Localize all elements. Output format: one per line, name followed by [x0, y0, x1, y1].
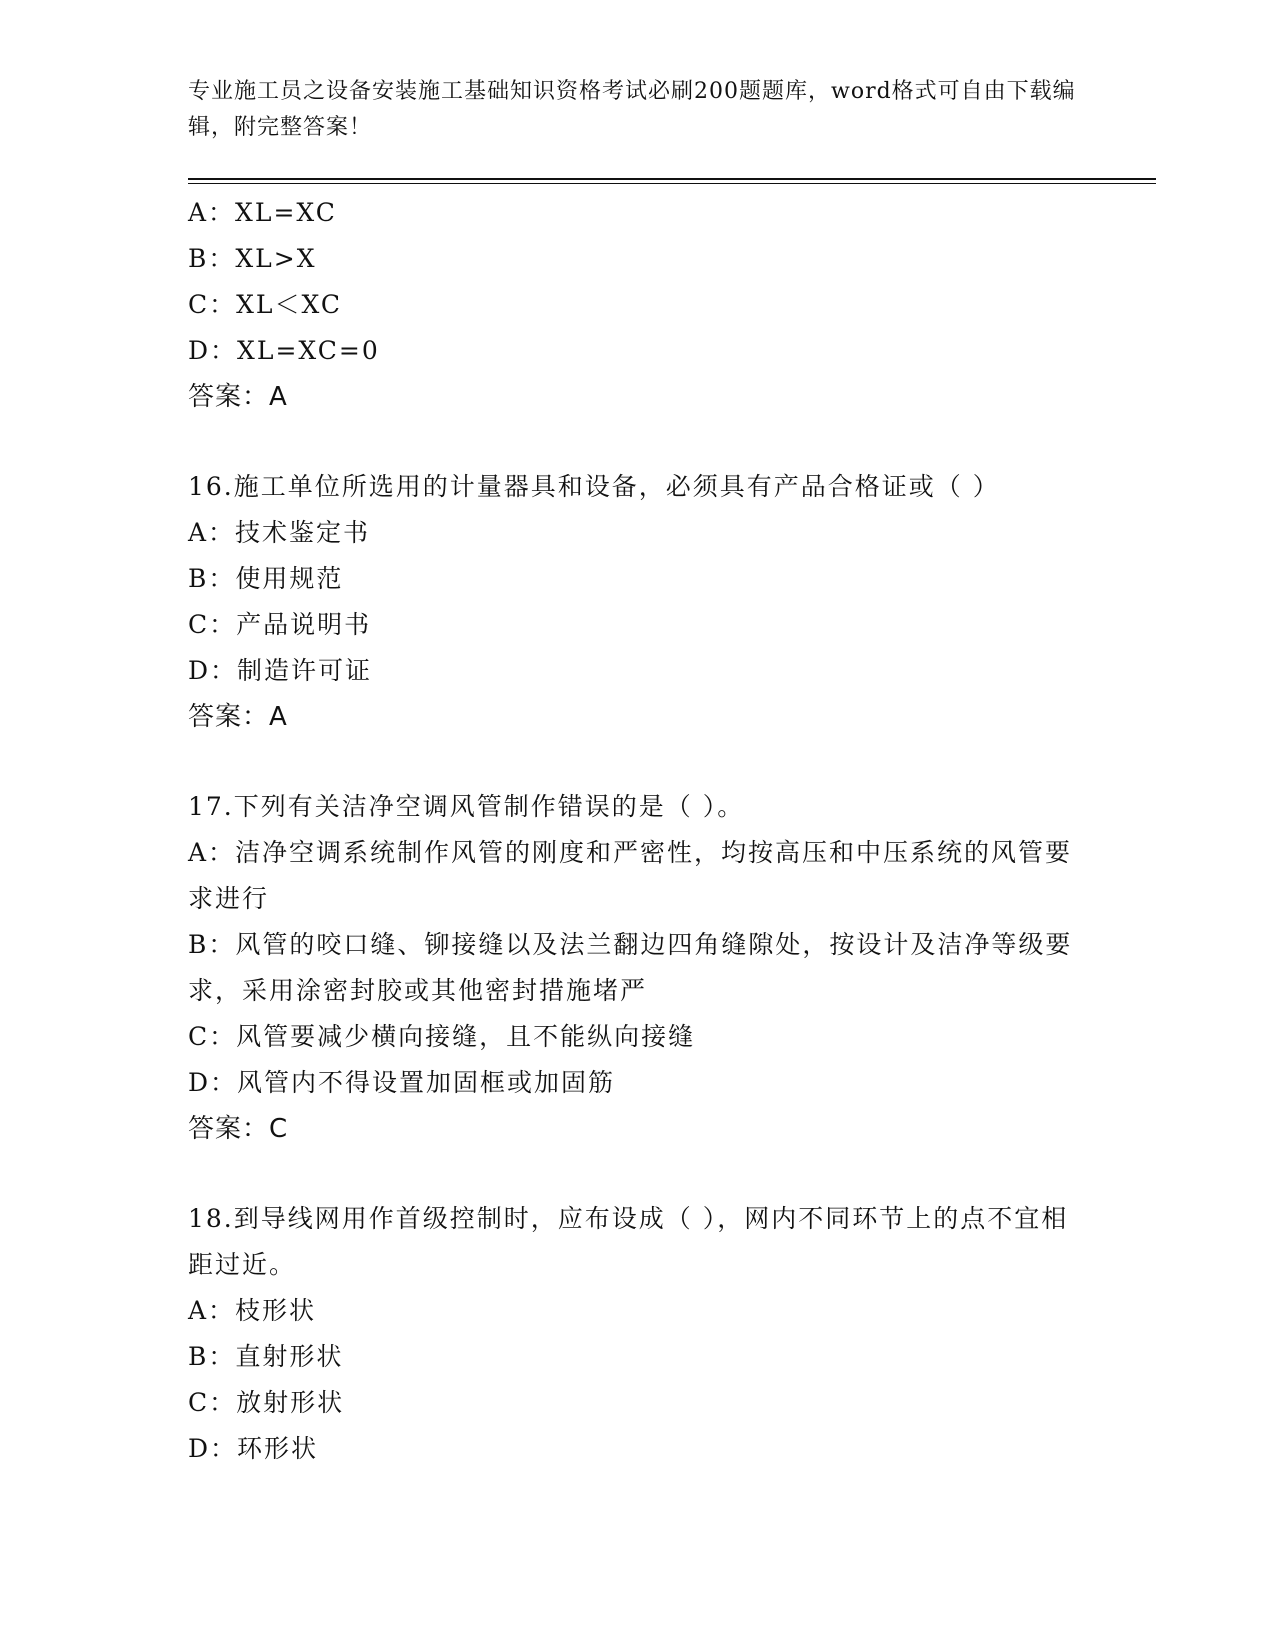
option-a: A：XL=XC [188, 198, 337, 227]
option-d: D：环形状 [188, 1434, 319, 1463]
option-c: C：放射形状 [188, 1388, 345, 1417]
question-18 [188, 1196, 1088, 1472]
option-c: C：风管要减少横向接缝，且不能纵向接缝 [188, 1022, 696, 1051]
option-a: A：技术鉴定书 [188, 518, 371, 547]
question-16 [188, 464, 1088, 740]
header-divider-thick [188, 178, 1156, 180]
answer: 答案：C [188, 1114, 289, 1144]
document-header: 专业施工员之设备安装施工基础知识资格考试必刷200题题库，word格式可自由下载编辑，附完整答案！ [188, 79, 1076, 140]
question-stem: 16.施工单位所选用的计量器具和设备，必须具有产品合格证或（ ） [188, 472, 1000, 501]
option-a: A：枝形状 [188, 1296, 317, 1325]
question-15 [188, 190, 1088, 420]
option-d: D：制造许可证 [188, 656, 373, 685]
option-a: A：洁净空调系统制作风管的刚度和严密性，均按高压和中压系统的风管要求进行 [188, 838, 1073, 913]
header-divider-thin [188, 183, 1156, 184]
answer: 答案：A [188, 702, 288, 732]
option-d: D：风管内不得设置加固框或加固筋 [188, 1068, 616, 1097]
option-b: B：直射形状 [188, 1342, 344, 1371]
option-c: C：产品说明书 [188, 610, 372, 639]
option-b: B：XL>X [188, 244, 317, 273]
question-stem: 17.下列有关洁净空调风管制作错误的是（ ）。 [188, 792, 745, 821]
option-b: B：使用规范 [188, 564, 344, 593]
option-c: C：XL＜XC [188, 290, 343, 319]
option-d: D：XL=XC=0 [188, 336, 380, 365]
question-list [188, 190, 1088, 1472]
option-b: B：风管的咬口缝、铆接缝以及法兰翻边四角缝隙处，按设计及洁净等级要求，采用涂密封胶或其他密封措施堵严 [188, 930, 1073, 1005]
answer: 答案：A [188, 382, 288, 412]
question-stem: 18.到导线网用作首级控制时，应布设成（ ），网内不同环节上的点不宜相距过近。 [188, 1204, 1069, 1279]
question-17 [188, 784, 1088, 1152]
